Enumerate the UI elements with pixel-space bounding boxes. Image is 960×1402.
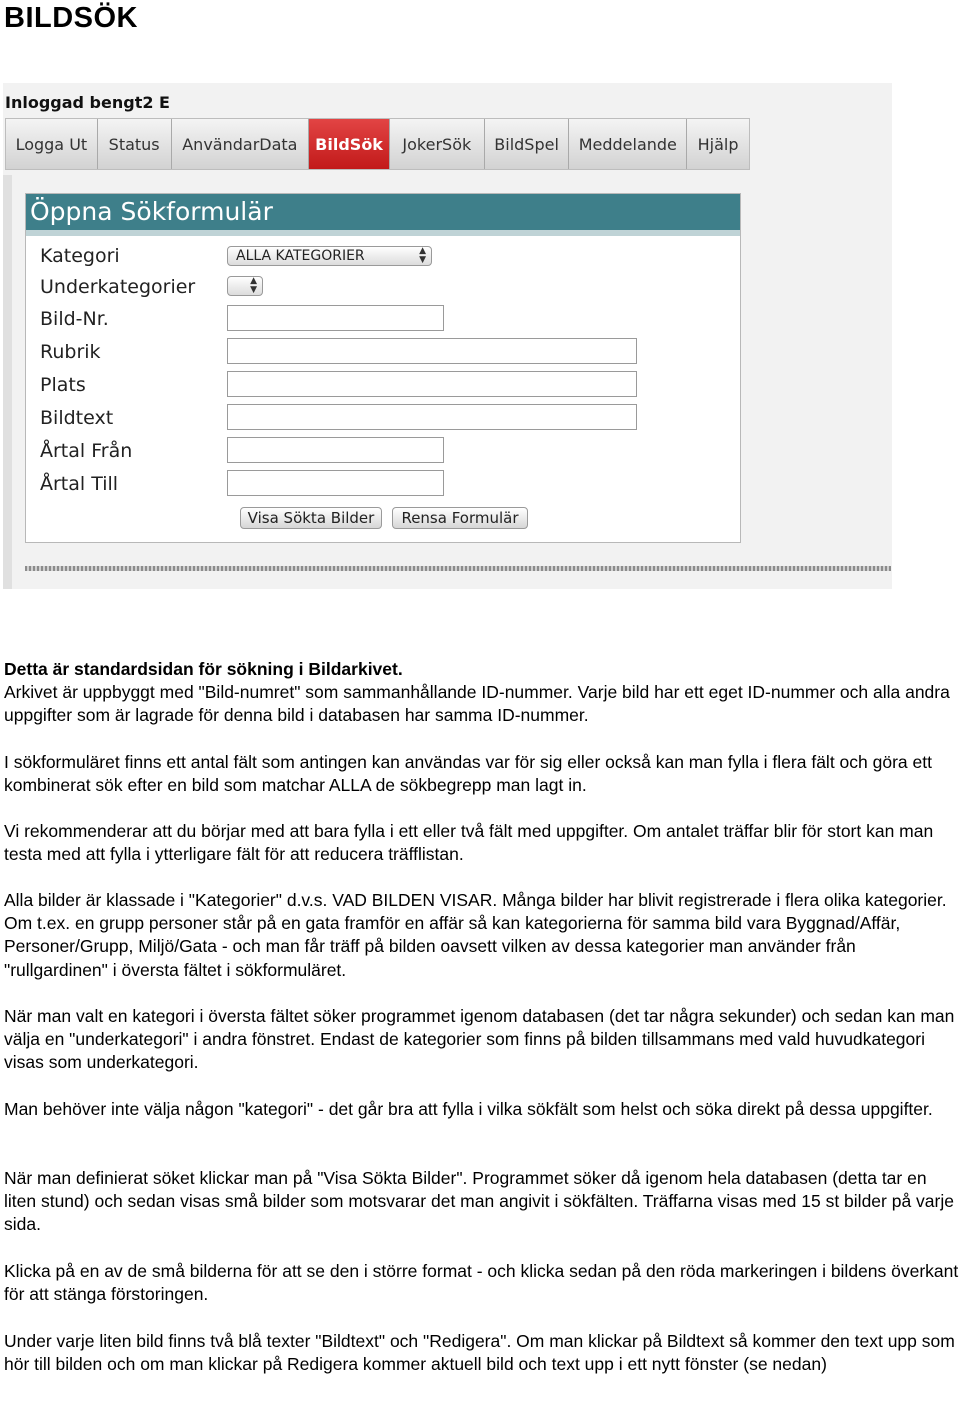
footer-divider (25, 566, 891, 571)
search-form-title: Öppna Sökformulär (26, 194, 740, 230)
artal-fran-input[interactable] (227, 437, 444, 463)
bildtext-input[interactable] (227, 404, 637, 430)
bildnr-input[interactable] (227, 305, 444, 331)
nav-jokersok[interactable]: JokerSök (390, 119, 485, 169)
nav-status[interactable]: Status (98, 119, 172, 169)
paragraph-4: Alla bilder är klassade i "Kategorier" d.v.s. VAD BILDEN VISAR. Många bilder har blivit registrerade i flera olika kategorier. Om t.ex. en grupp personer står på en gata framför en affär så kan kategorierna för samma bild vara Byggnad/Affär, Personer/Grupp, Miljö/Gata - och man får träff på bilden oavsett vilken av dessa kategorier man använder från "rullgardinen" i översta fältet i sökformuläret. (4, 890, 947, 980)
paragraph-3: Vi rekommenderar att du börjar med att bara fylla i ett eller två fält med uppgifter. Om antalet träffar blir för stort kan man testa med att fylla i ytterligare fält för att reducera träfflistan. (4, 821, 934, 865)
intro-rest: Arkivet är uppbyggt med "Bild-numret" som sammanhållande ID-nummer. Varje bild har ett eget ID-nummer och alla andra uppgifter som är lagrade för denna bild i databasen har samma ID-nummer. (4, 682, 950, 726)
select-arrows-icon: ▲ ▼ (419, 246, 426, 265)
label-bildtext: Bildtext (40, 407, 114, 429)
paragraph-5: När man valt en kategori i översta fältet söker programmet igenom databasen (det tar några sekunder) och sedan kan man välja en "underkategori" i andra fönstret. Endast de kategorier som finns på bilden tillsammans med vald huvudkategori visas som underkategori. (4, 1006, 955, 1073)
select-arrows-icon: ▲ ▼ (250, 276, 257, 295)
page-title: BILDSÖK (4, 2, 138, 34)
nav-hjalp[interactable]: Hjälp (687, 119, 749, 169)
paragraph-9: Under varje liten bild finns två blå texter "Bildtext" och "Redigera". Om man klickar på Bildtext så kommer den text upp som hör till bilden och om man klickar på Redigera kommer aktuell bild och text upp i ett nytt fönster (se nedan) (4, 1331, 955, 1375)
label-artal-till: Årtal Till (40, 473, 119, 495)
artal-till-input[interactable] (227, 470, 444, 496)
paragraph-2: I sökformuläret finns ett antal fält som antingen kan användas var för sig eller också kan man fylla i flera fält och göra ett kombinerat sök efter en bild som matchar ALLA de sökbegrepp man lagt in. (4, 752, 932, 796)
paragraph-intro (4, 658, 960, 728)
underkategori-select[interactable] (227, 276, 263, 296)
search-form (25, 193, 741, 543)
intro-lead: Detta är standardsidan för sökning i Bildarkivet. (4, 659, 403, 679)
reset-form-button[interactable]: Rensa Formulär (392, 507, 528, 529)
paragraph-8: Klicka på en av de små bilderna för att se den i större format - och klicka sedan på den röda markeringen i bildens överkant för att stänga förstoringen. (4, 1261, 959, 1305)
paragraph-7: När man definierat söket klickar man på "Visa Sökta Bilder". Programmet söker då igenom hela databasen (detta tar en liten stund) och sedan visas små bilder som motsvarar det man angivit i sökfälten. Träffarna visas med 15 st bilder på varje sida. (4, 1168, 954, 1235)
kategori-select[interactable] (227, 246, 432, 266)
rubrik-input[interactable] (227, 338, 637, 364)
paragraph-6: Man behöver inte välja någon "kategori" - det går bra att fylla i vilka sökfält som helst och söka direkt på dessa uppgifter. (4, 1099, 933, 1119)
login-status: Inloggad bengt2 E (5, 93, 170, 112)
nav-bildspel[interactable]: BildSpel (485, 119, 570, 169)
label-artal-fran: Årtal Från (40, 440, 133, 462)
label-bildnr: Bild-Nr. (40, 308, 109, 330)
label-rubrik: Rubrik (40, 341, 101, 363)
show-results-button[interactable]: Visa Sökta Bilder (240, 507, 382, 529)
nav-anvandardata[interactable]: AnvändarData (172, 119, 310, 169)
header-stripe (26, 230, 740, 236)
plats-input[interactable] (227, 371, 637, 397)
main-navigation (5, 118, 750, 170)
nav-bildsok[interactable]: BildSök (309, 119, 390, 169)
label-plats: Plats (40, 374, 86, 396)
label-kategori: Kategori (40, 245, 120, 267)
nav-meddelande[interactable]: Meddelande (569, 119, 687, 169)
nav-logga-ut[interactable]: Logga Ut (6, 119, 98, 169)
kategori-selected-value: ALLA KATEGORIER (236, 248, 365, 264)
screenshot-left-strip (3, 175, 12, 589)
label-underkategorier: Underkategorier (40, 276, 196, 298)
